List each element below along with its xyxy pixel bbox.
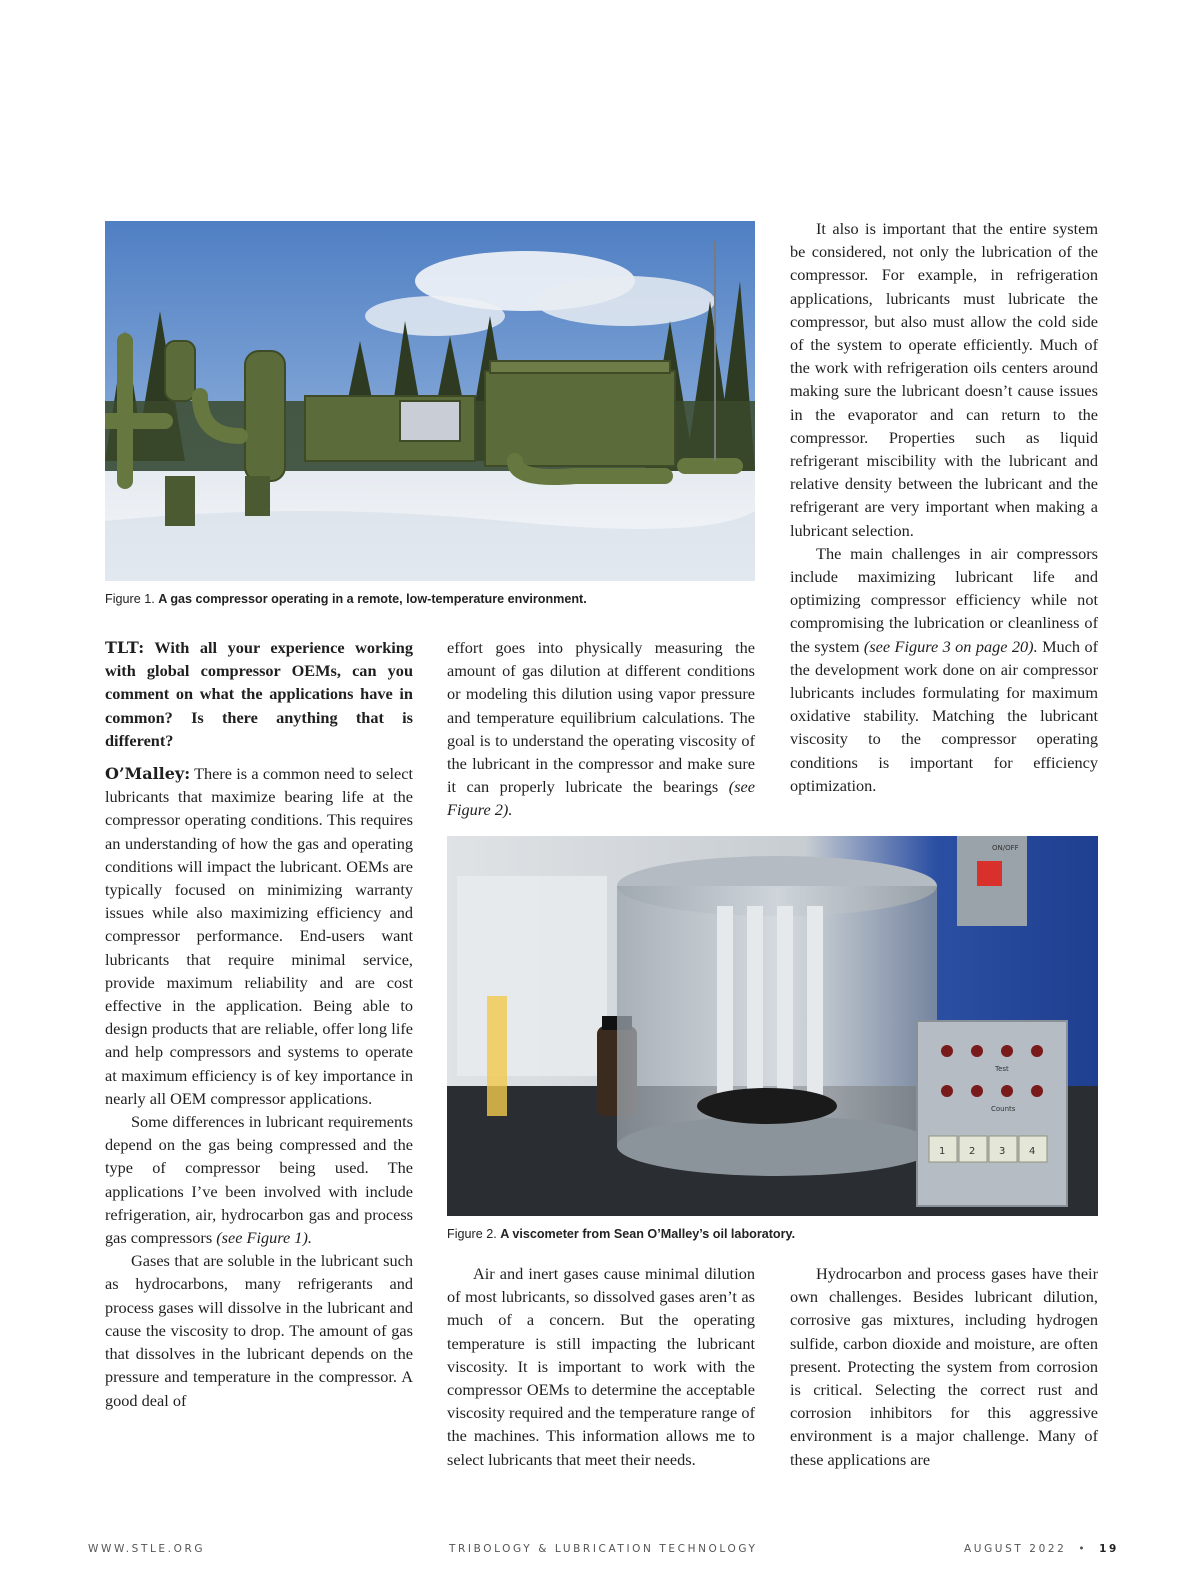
right-column-bottom	[790, 1262, 1098, 1471]
air-compressors-text-a: The main challenges in air compressors include maximizing lubricant life and optimizing compressor efficiency while not compromising the lubrication or cleanliness of the system	[790, 543, 1098, 656]
footer-publication: TRIBOLOGY & LUBRICATION TECHNOLOGY	[449, 1543, 758, 1555]
footer-separator: •	[1078, 1543, 1088, 1555]
panel-label-test: Test	[995, 1065, 1009, 1073]
answer-lead: O’Malley:	[105, 764, 191, 784]
panel-label-on-off: ON/OFF	[992, 844, 1019, 852]
left-column	[105, 636, 413, 1412]
viscometer-illustration	[447, 836, 1098, 1216]
paragraph-entire-system: It also is important that the entire system be considered, not only the lubrication of the compressor. For example, in refrigeration applications, lubricants must lubricate the compressor, but also must allow the cold side of the system to operate efficiently. Much of the work with refrigeration oils centers around making sure the lubricant doesn’t cause issues in the evaporator and can return to the compressor. Properties such as liquid refrigerant miscibility with the lubricant and relative density between the lubricant and the refrigerant are very important when making a lubricant selection.	[790, 219, 1098, 540]
footer-issue-date: AUGUST 2022	[964, 1543, 1067, 1555]
paragraph-air-inert-gases: Air and inert gases cause minimal dilution of most lubricants, so dissolved gases aren’t as much of a concern. But the operating temperature is still impacting the lubricant viscosity. It is important to work with the compressor OEMs to determine the acceptable viscosity required and the temperature range of the machines. This information allows me to select lubricants that meet their needs.	[447, 1264, 755, 1469]
figure-1-caption-text: A gas compressor operating in a remote, low-temperature environment.	[158, 592, 587, 606]
footer-page-number: 19	[1099, 1543, 1119, 1555]
middle-column-top	[447, 636, 755, 822]
paragraph-hydrocarbon-gases: Hydrocarbon and process gases have their own challenges. Besides lubricant dilution, corrosive gas mixtures, including hydrogen sulfide, carbon dioxide and moisture, are often present. Protecting the system from corrosion is critical. Selecting the correct rust and corrosion inhibitors for this aggressive environment is a major challenge. Many of these applications are	[790, 1264, 1098, 1469]
figure-2-photo	[447, 836, 1098, 1216]
figure-2-reference: (see Figure 2).	[447, 777, 755, 820]
figure-1-reference: (see Figure 1).	[216, 1228, 312, 1248]
gas-compressor-illustration	[105, 221, 755, 581]
right-column-top	[790, 217, 1098, 797]
footer-website: WWW.STLE.ORG	[88, 1543, 206, 1555]
figure-1-photo	[105, 221, 755, 581]
paragraph-soluble-gases: Gases that are soluble in the lubricant such as hydrocarbons, many refrigerants and process gases will dissolve in the lubricant and cause the viscosity to drop. The amount of gas that dissolves in the lubricant depends on the pressure and temperature in the compressor. A good deal of	[105, 1251, 413, 1410]
answer-paragraph	[105, 762, 413, 1110]
paragraph-differences-text: Some differences in lubricant requirements depend on the gas being compressed and the type of compressor being used. The applications I’ve been involved with include refrigeration, air, hydrocarbon gas and process gas compressors	[105, 1112, 413, 1248]
figure-3-reference: (see Figure 3 on page 20).	[863, 636, 1038, 656]
panel-label-button-4: 4	[1029, 1146, 1036, 1157]
middle-top-text: effort goes into physically measuring the amount of gas dilution at different conditions or modeling this dilution using vapor pressure and temperature equilibrium calculations. The goal is to understand the operating viscosity of the lubricant in the compressor and make sure it can properly lubricate the bearings	[447, 638, 755, 797]
figure-1-caption	[105, 592, 755, 606]
figure-2-caption	[447, 1227, 1098, 1241]
middle-column-bottom	[447, 1262, 755, 1471]
figure-1-caption-prefix: Figure 1.	[105, 592, 155, 606]
middle-top-paragraph	[447, 636, 755, 822]
figure-2-caption-text: A viscometer from Sean O’Malley’s oil laboratory.	[500, 1227, 796, 1241]
figure-2-caption-prefix: Figure 2.	[447, 1227, 497, 1241]
footer-issue	[964, 1543, 1119, 1555]
panel-label-button-1: 1	[939, 1146, 946, 1157]
question-text: With all your experience working with global compressor OEMs, can you comment on what the applications have in common? Is there anything that is different?	[105, 638, 413, 750]
panel-label-button-2: 2	[969, 1146, 976, 1157]
tlt-question	[105, 636, 413, 752]
panel-label-counts: Counts	[991, 1105, 1016, 1113]
question-lead: TLT:	[105, 638, 145, 657]
panel-label-button-3: 3	[999, 1146, 1006, 1157]
answer-text: There is a common need to select lubricants that maximize bearing life at the compressor operating conditions. This requires an understanding of how the gas and operating conditions will impact the lubricant. OEMs are typically focused on minimizing warranty issues while also maximizing efficiency and compressor performance. End-users want lubricants that require minimal service, provide maximum reliability and are cost effective in the application. Being able to design products that are reliable, offer long life and help compressors and systems to operate at maximum efficiency is of key importance in nearly all OEM compressor applications.	[105, 764, 414, 1108]
air-compressors-text-b: Much of the development work done on air compressor lubricants includes formulating for maximum oxidative stability. Matching the lubricant viscosity to the compressor operating conditions is important for efficiency optimization.	[790, 636, 1099, 795]
paragraph-differences	[105, 1110, 413, 1249]
paragraph-air-compressors	[790, 542, 1098, 797]
